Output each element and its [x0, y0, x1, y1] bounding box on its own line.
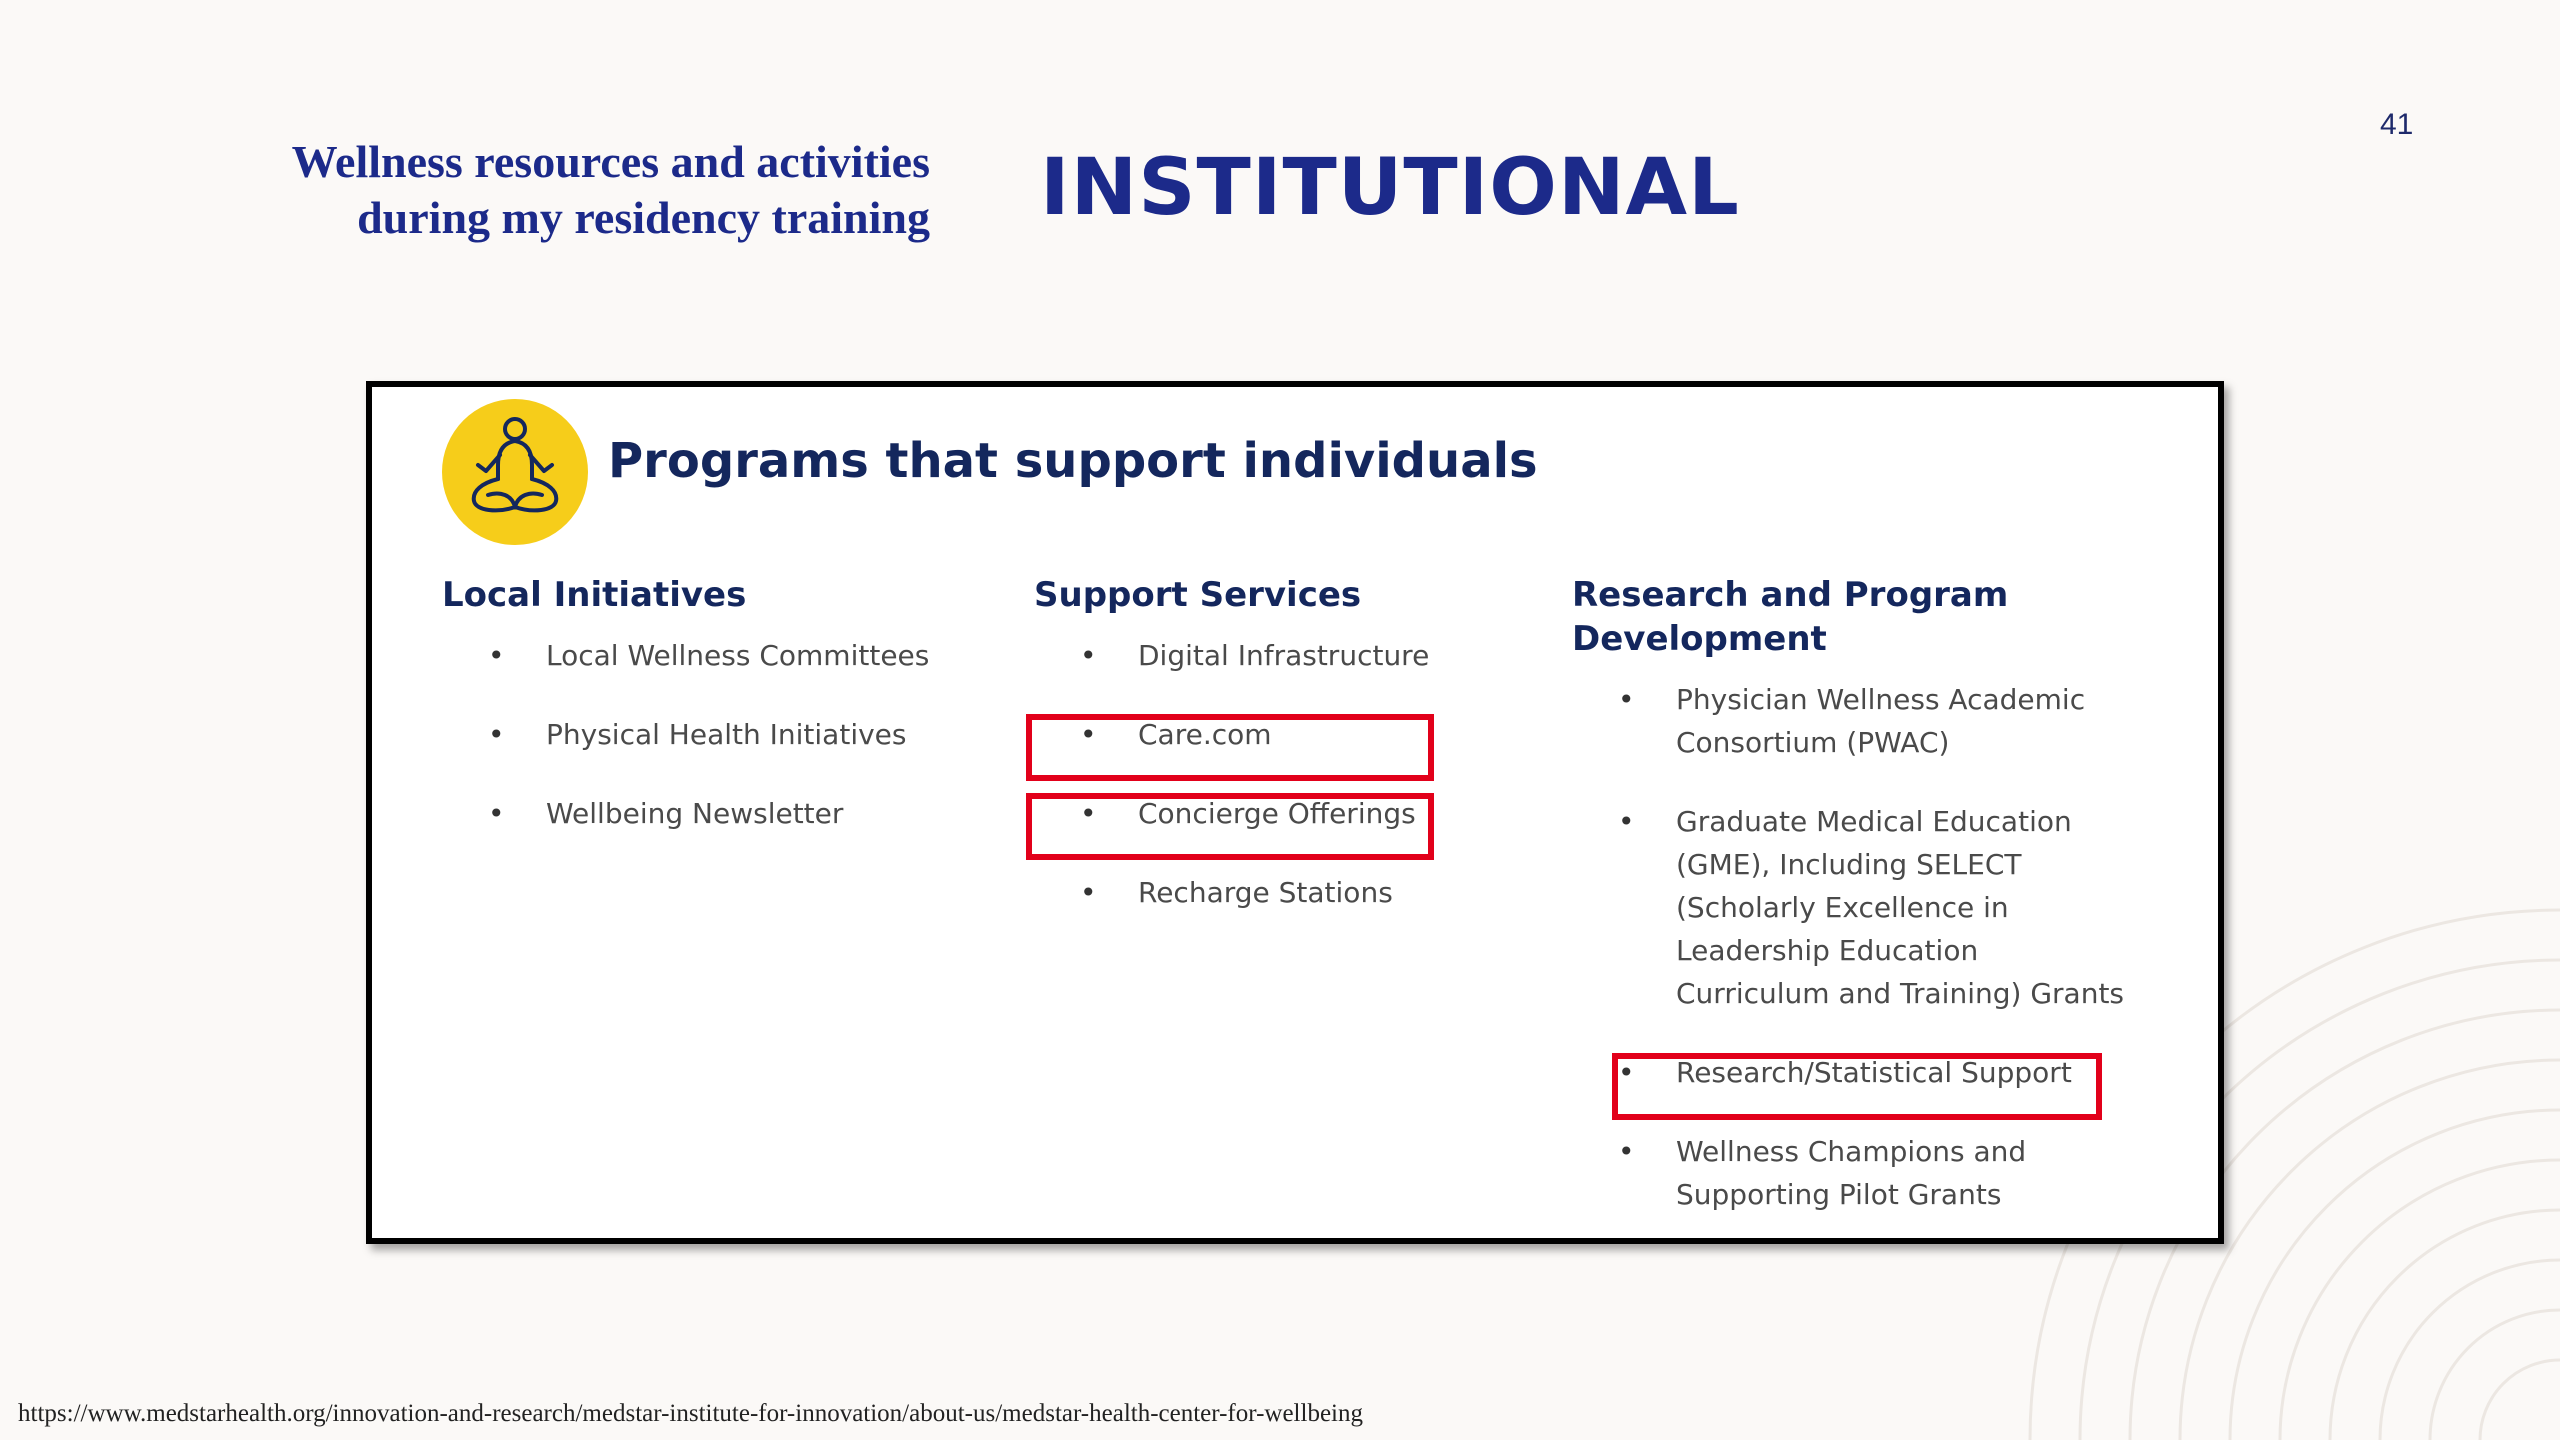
list-item-text: (Scholarly Excellence in: [1676, 891, 2009, 924]
bullet: •: [1618, 1135, 1635, 1168]
column-heading-line-1: Research and Program: [1572, 575, 2009, 615]
list-item-text: Wellness Champions and: [1676, 1135, 2027, 1168]
list-item: [1618, 800, 2125, 1015]
slide-title: INSTITUTIONAL: [1040, 143, 1740, 233]
highlight-box-care-com: [1026, 714, 1434, 781]
bullet: •: [1618, 1056, 1635, 1089]
list-item-text: Research/Statistical Support: [1676, 1056, 2072, 1089]
bullet: •: [1080, 876, 1097, 909]
meditation-person-icon: [442, 399, 588, 545]
column-heading: Local Initiatives: [442, 575, 747, 615]
bullet: •: [1080, 797, 1097, 830]
list-item-text: Wellbeing Newsletter: [546, 797, 844, 830]
highlight-box-concierge-offerings: [1026, 793, 1434, 860]
programs-card: [366, 381, 2224, 1244]
list-item-text: Supporting Pilot Grants: [1676, 1178, 2002, 1211]
list-local-initiatives: [488, 634, 930, 835]
list-item: [488, 792, 929, 835]
list-item: [1080, 871, 1429, 914]
list-item: [488, 634, 930, 677]
column-local-initiatives: [442, 573, 929, 835]
subtitle-line-1: Wellness resources and activities: [291, 136, 930, 187]
list-item-text: Consortium (PWAC): [1676, 726, 1950, 759]
meditation-person-icon-graphic: [442, 399, 588, 545]
list-item-text: (GME), Including SELECT: [1676, 848, 2022, 881]
page-number: 41: [2380, 108, 2414, 141]
bullet: •: [1080, 718, 1097, 751]
list-item-text: Leadership Education: [1676, 934, 1979, 967]
bullet: •: [1618, 683, 1635, 716]
column-heading: Support Services: [1034, 575, 1362, 615]
list-item-text: Curriculum and Training) Grants: [1676, 977, 2125, 1010]
bullet: •: [488, 797, 505, 830]
list-research-program-development: [1618, 678, 2125, 1216]
column-heading: [1572, 573, 2124, 661]
list-item-text: Recharge Stations: [1138, 876, 1393, 909]
list-item-text: Concierge Offerings: [1138, 797, 1416, 830]
bullet: •: [488, 718, 505, 751]
slide-subtitle: [220, 134, 930, 246]
list-item-text: Digital Infrastructure: [1138, 639, 1430, 672]
list-item-text: Graduate Medical Education: [1676, 805, 2072, 838]
list-item-text: Local Wellness Committees: [546, 639, 930, 672]
list-item-text: Care.com: [1138, 718, 1272, 751]
list-item: [488, 713, 929, 756]
highlight-box-research-statistical-support: [1612, 1053, 2102, 1120]
bullet: •: [1080, 639, 1097, 672]
list-item: [1618, 1130, 2124, 1216]
subtitle-line-2: during my residency training: [357, 192, 930, 243]
bullet: •: [1618, 805, 1635, 838]
column-heading-line-2: Development: [1572, 619, 1827, 659]
list-item: [1618, 678, 2124, 764]
bullet: •: [488, 639, 505, 672]
list-item-text: Physical Health Initiatives: [546, 718, 907, 751]
list-item-text: Physician Wellness Academic: [1676, 683, 2086, 716]
source-url[interactable]: https://www.medstarhealth.org/innovation-and-research/medstar-institute-for-innovation/about-us/medstar-health-center-for-wellbeing: [18, 1400, 1363, 1427]
list-item: [1080, 634, 1430, 677]
card-title: Programs that support individuals: [608, 433, 1538, 489]
